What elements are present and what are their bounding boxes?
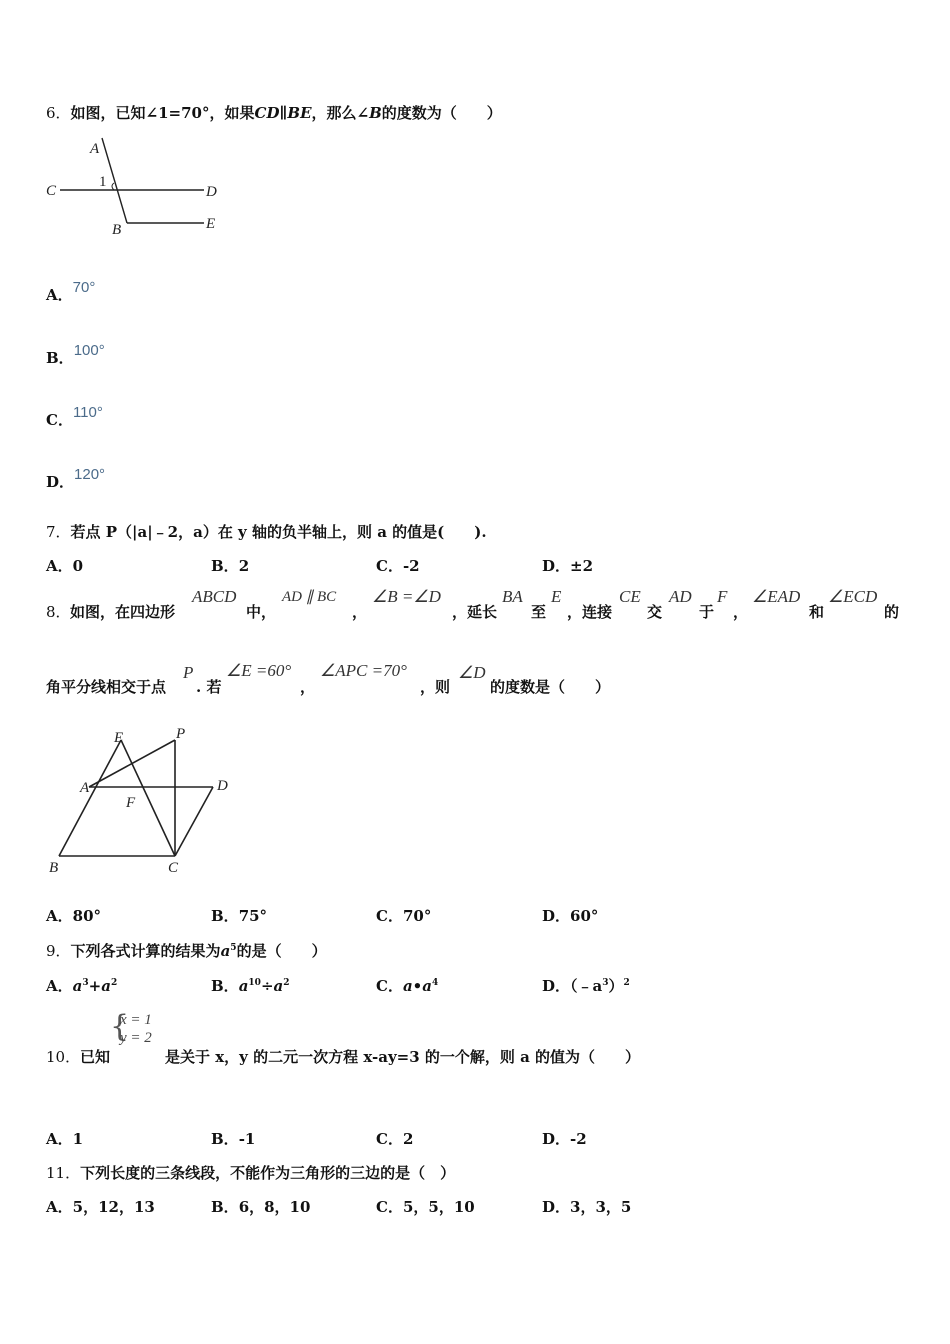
q9-option-a[interactable] xyxy=(46,975,117,996)
q6-option-d-label: D． xyxy=(46,473,75,491)
q10-option-c[interactable] xyxy=(376,1128,413,1149)
q7-option-d[interactable] xyxy=(542,555,593,576)
q8-m4: BA xyxy=(502,587,523,606)
q8-option-b-label: B． xyxy=(211,907,239,925)
q9-stem xyxy=(46,940,327,961)
q8-m10: ∠ECD xyxy=(828,587,878,606)
q8-t9: ， xyxy=(733,603,749,621)
q8-option-d[interactable] xyxy=(542,905,598,926)
q6-label-1: 1 xyxy=(99,174,107,190)
q9-option-c-p1: 4 xyxy=(431,978,439,988)
q8-l2-t2: . 若 xyxy=(196,678,222,696)
q7-option-c-value: -2 xyxy=(402,557,420,575)
q11-option-a-value: 5，12，13 xyxy=(72,1198,155,1216)
q6-option-b-value: 100° xyxy=(73,342,105,359)
q8-label-a: A xyxy=(80,780,90,796)
q9-option-a-p1: 3 xyxy=(82,978,89,988)
q9-option-b-label: B． xyxy=(211,977,239,995)
q10-text-b: 是关于 x，y 的二元一次方程 x-ay=3 的一个解，则 a 的值为（ ） xyxy=(165,1048,641,1066)
q8-line-dc xyxy=(175,787,213,856)
q7-option-b-value: 2 xyxy=(238,557,250,575)
q9-option-d-p2: ） xyxy=(608,977,624,995)
q8-option-a-label: A． xyxy=(46,907,73,925)
q8-t10: 和 xyxy=(809,603,825,621)
q6-label-a: A xyxy=(90,141,100,157)
q8-l2-m3: ∠APC =70° xyxy=(320,661,407,680)
q8-l2-m2: ∠E =60° xyxy=(226,661,292,680)
q9-option-a-p2: +a xyxy=(88,977,111,995)
q10-eq-1: x = 1 xyxy=(120,1012,152,1028)
q10-option-c-label: C． xyxy=(376,1130,403,1148)
q9-option-b-p0: a xyxy=(238,977,249,995)
q6-option-c-label: C． xyxy=(46,411,73,429)
q7-option-c-label: C． xyxy=(376,557,403,575)
q10-option-d-value: -2 xyxy=(570,1130,587,1148)
q8-m5: E xyxy=(551,587,562,606)
q9-number: 9． xyxy=(46,942,71,960)
q8-l2-m1: P xyxy=(183,663,194,682)
q11-option-d-value: 3，3，5 xyxy=(570,1198,632,1216)
q8-option-c-label: C． xyxy=(376,907,403,925)
q8-m7: AD xyxy=(669,587,692,606)
q6-option-b[interactable] xyxy=(46,343,105,368)
q10-option-a-label: A． xyxy=(46,1130,73,1148)
q10-option-b-label: B． xyxy=(211,1130,239,1148)
q9-text-a: 下列各式计算的结果为 xyxy=(70,942,221,960)
q8-label-b: B xyxy=(49,860,59,876)
q6-option-d-value: 120° xyxy=(74,466,106,483)
q9-base: a xyxy=(220,942,231,960)
q6-label-d: D xyxy=(206,184,217,200)
q8-t4: ，延长 xyxy=(452,603,498,621)
q9-option-d-label: D． xyxy=(542,977,571,995)
q7-number: 7． xyxy=(46,523,71,541)
q8-option-a-value: 80° xyxy=(72,907,102,925)
q9-option-c-p0: a•a xyxy=(402,977,432,995)
q7-option-b[interactable] xyxy=(211,555,249,576)
q10-option-a-value: 1 xyxy=(72,1130,84,1148)
q11-option-a[interactable] xyxy=(46,1196,155,1217)
q8-t7: 交 xyxy=(647,603,663,621)
q7-option-d-value: ±2 xyxy=(570,557,594,575)
q8-label-p: P xyxy=(176,726,186,742)
q8-label-d: D xyxy=(217,778,228,794)
q8-option-c[interactable] xyxy=(376,905,431,926)
q6-text-a: 如图，已知∠1=70°，如果 xyxy=(70,104,255,122)
q8-option-b-value: 75° xyxy=(238,907,268,925)
q7-option-d-label: D． xyxy=(542,557,571,575)
q11-option-c[interactable] xyxy=(376,1196,475,1217)
q9-option-d[interactable] xyxy=(542,975,630,996)
q8-figure xyxy=(44,720,244,880)
q8-option-a[interactable] xyxy=(46,905,101,926)
q6-option-c-value: 110° xyxy=(72,404,103,421)
q6-option-d[interactable] xyxy=(46,467,105,492)
q6-condition: CD∥BE xyxy=(254,104,312,122)
q7-option-a-value: 0 xyxy=(72,557,84,575)
q6-label-b: B xyxy=(112,222,122,238)
q10-brace-icon: { xyxy=(110,1009,130,1044)
q9-option-b[interactable] xyxy=(211,975,290,996)
q6-label-c: C xyxy=(46,183,57,199)
q9-text-b: 的是（ ） xyxy=(236,942,327,960)
q11-number: 11． xyxy=(46,1164,81,1182)
q6-option-a[interactable] xyxy=(46,280,95,305)
q11-option-a-label: A． xyxy=(46,1198,73,1216)
q9-option-b-p1: 10 xyxy=(248,978,261,988)
q11-option-c-value: 5，5，10 xyxy=(402,1198,475,1216)
q6-text-b: ，那么∠ xyxy=(311,104,370,122)
q8-t1: 如图，在四边形 xyxy=(70,603,176,621)
q6-angle: B xyxy=(369,104,382,122)
q8-l2-t3: ， xyxy=(300,678,316,696)
q11-option-b-label: B． xyxy=(211,1198,239,1216)
q9-option-b-p3: 2 xyxy=(283,978,290,988)
q8-label-c: C xyxy=(168,860,179,876)
q8-line-ap xyxy=(89,740,175,787)
q9-option-d-p0: （﹣a xyxy=(570,977,603,995)
q8-m6: CE xyxy=(619,587,641,606)
q8-m8: F xyxy=(717,587,728,606)
q7-text: 若点 P（|a|﹣2，a）在 y 轴的负半轴上，则 a 的值是( ). xyxy=(70,523,487,541)
q8-l2-t4: ，则 xyxy=(420,678,451,696)
q8-line-b-a-e xyxy=(59,740,121,856)
q6-option-a-label: A． xyxy=(46,286,73,304)
q8-l2-t5: 的度数是（ ） xyxy=(490,678,611,696)
q7-option-b-label: B． xyxy=(211,557,239,575)
q8-t2: 中， xyxy=(246,603,277,621)
q9-option-d-p1: 3 xyxy=(602,978,609,988)
q10-option-a[interactable] xyxy=(46,1128,83,1149)
q9-option-b-p2: ÷a xyxy=(260,977,284,995)
q7-option-c[interactable] xyxy=(376,555,420,576)
q8-option-c-value: 70° xyxy=(402,907,432,925)
q7-option-a-label: A． xyxy=(46,557,73,575)
q10-option-d[interactable] xyxy=(542,1128,587,1149)
q11-option-d-label: D． xyxy=(542,1198,571,1216)
q6-stem xyxy=(46,102,502,123)
q6-option-a-value: 70° xyxy=(72,279,96,296)
q8-m9: ∠EAD xyxy=(752,587,801,606)
q6-text-c: 的度数为（ ） xyxy=(381,104,502,122)
q10-option-d-label: D． xyxy=(542,1130,571,1148)
q10-option-b[interactable] xyxy=(211,1128,255,1149)
q8-t3: ， xyxy=(352,603,368,621)
q6-number: 6． xyxy=(46,104,71,122)
q8-m1: ABCD xyxy=(192,587,237,606)
q10-eq-2: y = 2 xyxy=(120,1030,152,1046)
q9-option-c-label: C． xyxy=(376,977,403,995)
q8-label-e: E xyxy=(114,730,124,746)
q8-l2-m4: ∠D xyxy=(458,663,486,682)
q8-m3: ∠B =∠D xyxy=(372,587,441,606)
q11-text: 下列长度的三条线段，不能作为三角形的三边的是（ ） xyxy=(80,1164,456,1182)
q8-t5: 至 xyxy=(531,603,547,621)
q9-option-a-label: A． xyxy=(46,977,73,995)
q8-number: 8． xyxy=(46,603,71,621)
q8-l2-t1: 角平分线相交于点 xyxy=(46,678,167,696)
q11-option-c-label: C． xyxy=(376,1198,403,1216)
q6-label-e: E xyxy=(206,216,216,232)
q8-t8: 于 xyxy=(699,603,715,621)
q8-option-d-label: D． xyxy=(542,907,571,925)
q9-option-c[interactable] xyxy=(376,975,438,996)
q7-option-a[interactable] xyxy=(46,555,83,576)
q10-option-b-value: -1 xyxy=(238,1130,256,1148)
q6-angle-arc xyxy=(112,183,114,190)
q11-option-d[interactable] xyxy=(542,1196,631,1217)
q7-stem xyxy=(46,521,487,542)
q8-label-f: F xyxy=(126,795,136,811)
q9-option-a-p3: 2 xyxy=(110,978,118,988)
q6-option-b-label: B． xyxy=(46,349,74,367)
q11-option-b[interactable] xyxy=(211,1196,310,1217)
q6-option-c[interactable] xyxy=(46,405,103,430)
q8-t11: 的 xyxy=(884,603,900,621)
q9-exp: 5 xyxy=(230,943,237,953)
q9-option-a-p0: a xyxy=(72,977,83,995)
q8-t6: ，连接 xyxy=(567,603,613,621)
q10-number: 10． xyxy=(46,1048,81,1066)
q11-option-b-value: 6，8，10 xyxy=(238,1198,311,1216)
q10-text-a: 已知 xyxy=(80,1048,111,1066)
q10-option-c-value: 2 xyxy=(402,1130,414,1148)
q6-figure xyxy=(44,134,234,242)
q9-option-d-p3: 2 xyxy=(623,978,630,988)
q8-option-b[interactable] xyxy=(211,905,267,926)
q11-stem xyxy=(46,1162,455,1183)
q8-option-d-value: 60° xyxy=(570,907,599,925)
q8-m2: AD ∥ BC xyxy=(282,589,337,605)
